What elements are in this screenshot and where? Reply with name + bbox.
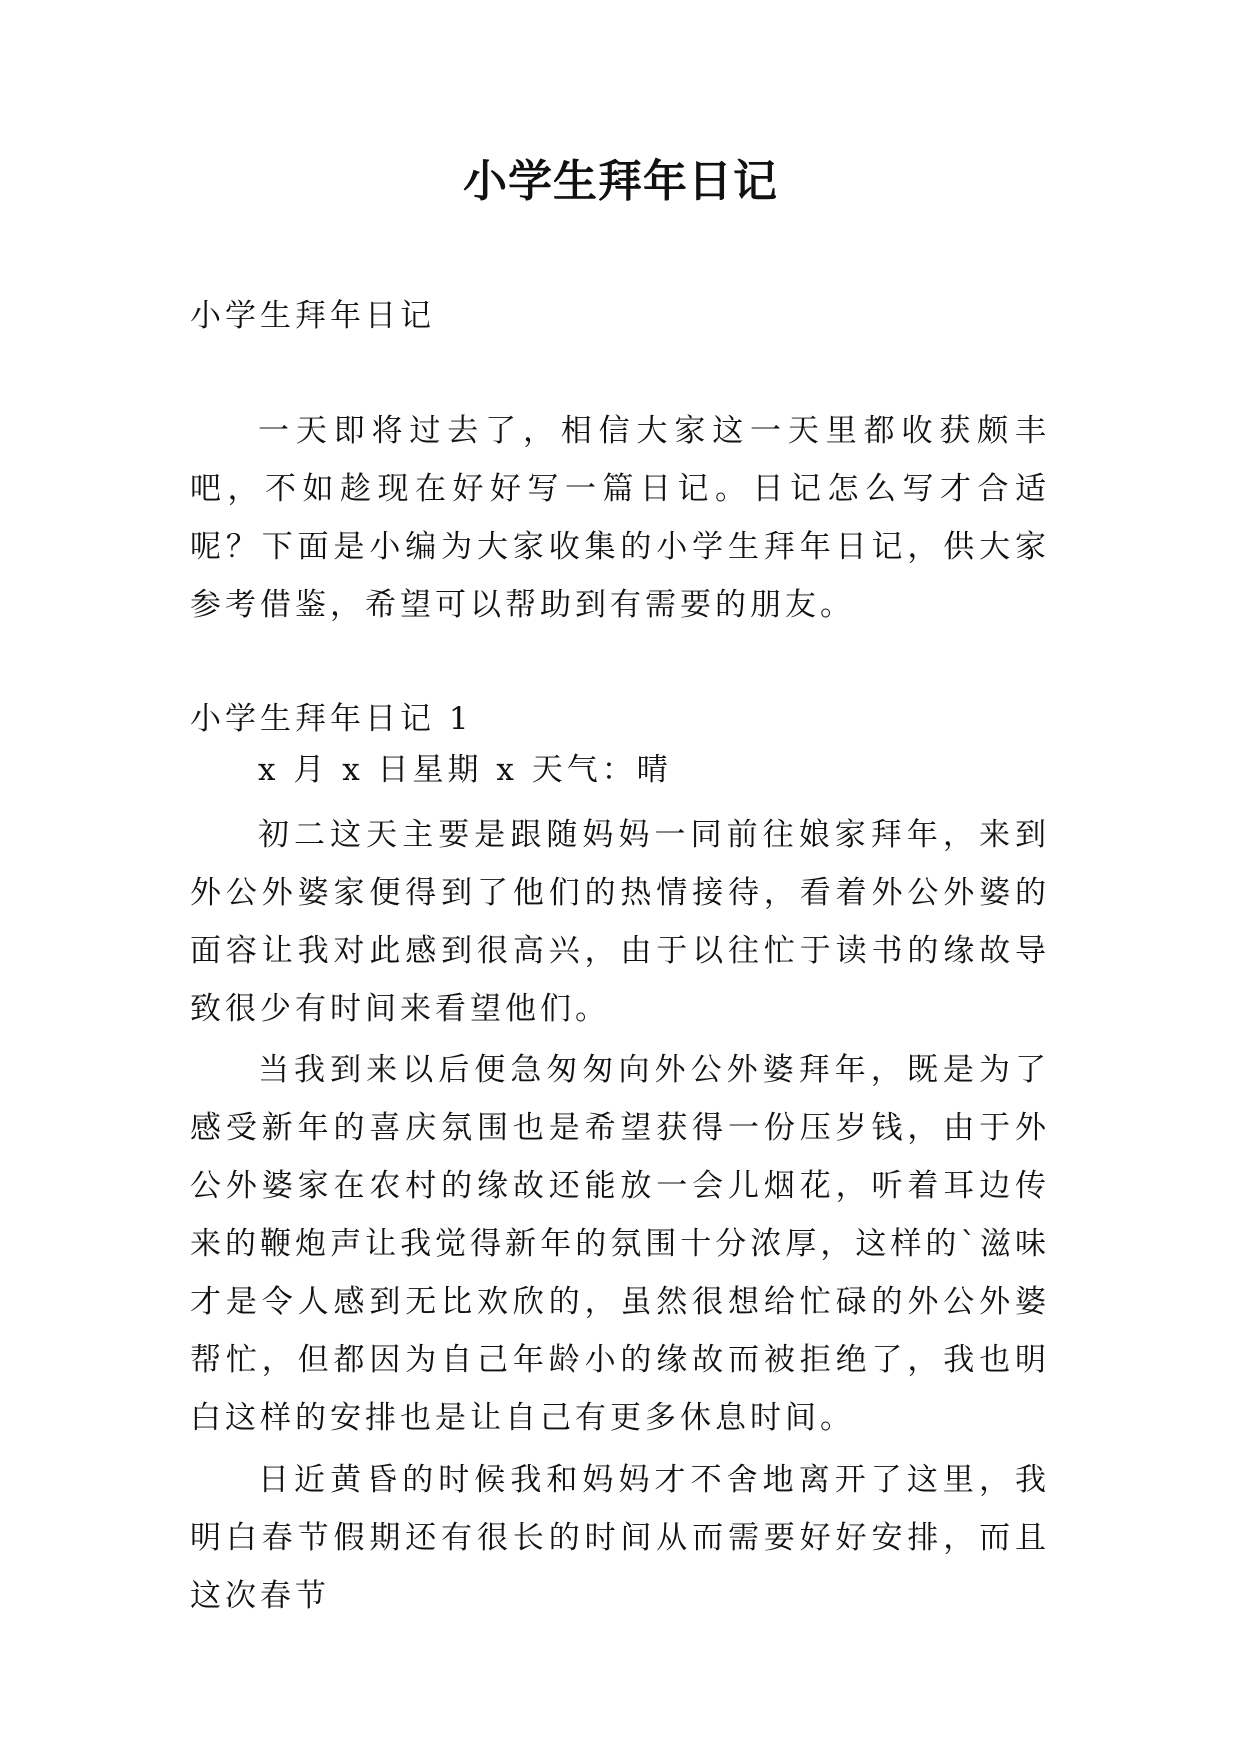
document-title: 小学生拜年日记 bbox=[463, 156, 778, 207]
entry-heading: 小学生拜年日记 1 bbox=[190, 701, 473, 737]
date-weather-line: x 月 x 日星期 x 天气：晴 bbox=[258, 752, 672, 788]
body-paragraph: 日近黄昏的时候我和妈妈才不舍地离开了这里，我明白春节假期还有很长的时间从而需要好好安排，而且这次春节 bbox=[190, 1462, 1050, 1614]
document-subtitle: 小学生拜年日记 bbox=[190, 298, 435, 334]
body-paragraph: 当我到来以后便急匆匆向外公外婆拜年，既是为了感受新年的喜庆氛围也是希望获得一份压岁钱，由于外公外婆家在农村的缘故还能放一会儿烟花，听着耳边传来的鞭炮声让我觉得新年的氛围十分浓厚，这样的`滋味才是令人感到无比欢欣的，虽然很想给忙碌的外公外婆帮忙，但都因为自己年龄小的缘故而被拒绝了，我也明白这样的安排也是让自己有更多休息时间。 bbox=[190, 1052, 1050, 1436]
body-paragraph: 初二这天主要是跟随妈妈一同前往娘家拜年，来到外公外婆家便得到了他们的热情接待，看着外公外婆的面容让我对此感到很高兴，由于以往忙于读书的缘故导致很少有时间来看望他们。 bbox=[190, 817, 1050, 1027]
intro-paragraph: 一天即将过去了，相信大家这一天里都收获颇丰吧，不如趁现在好好写一篇日记。日记怎么写才合适呢？下面是小编为大家收集的小学生拜年日记，供大家参考借鉴，希望可以帮助到有需要的朋友。 bbox=[190, 413, 1050, 623]
